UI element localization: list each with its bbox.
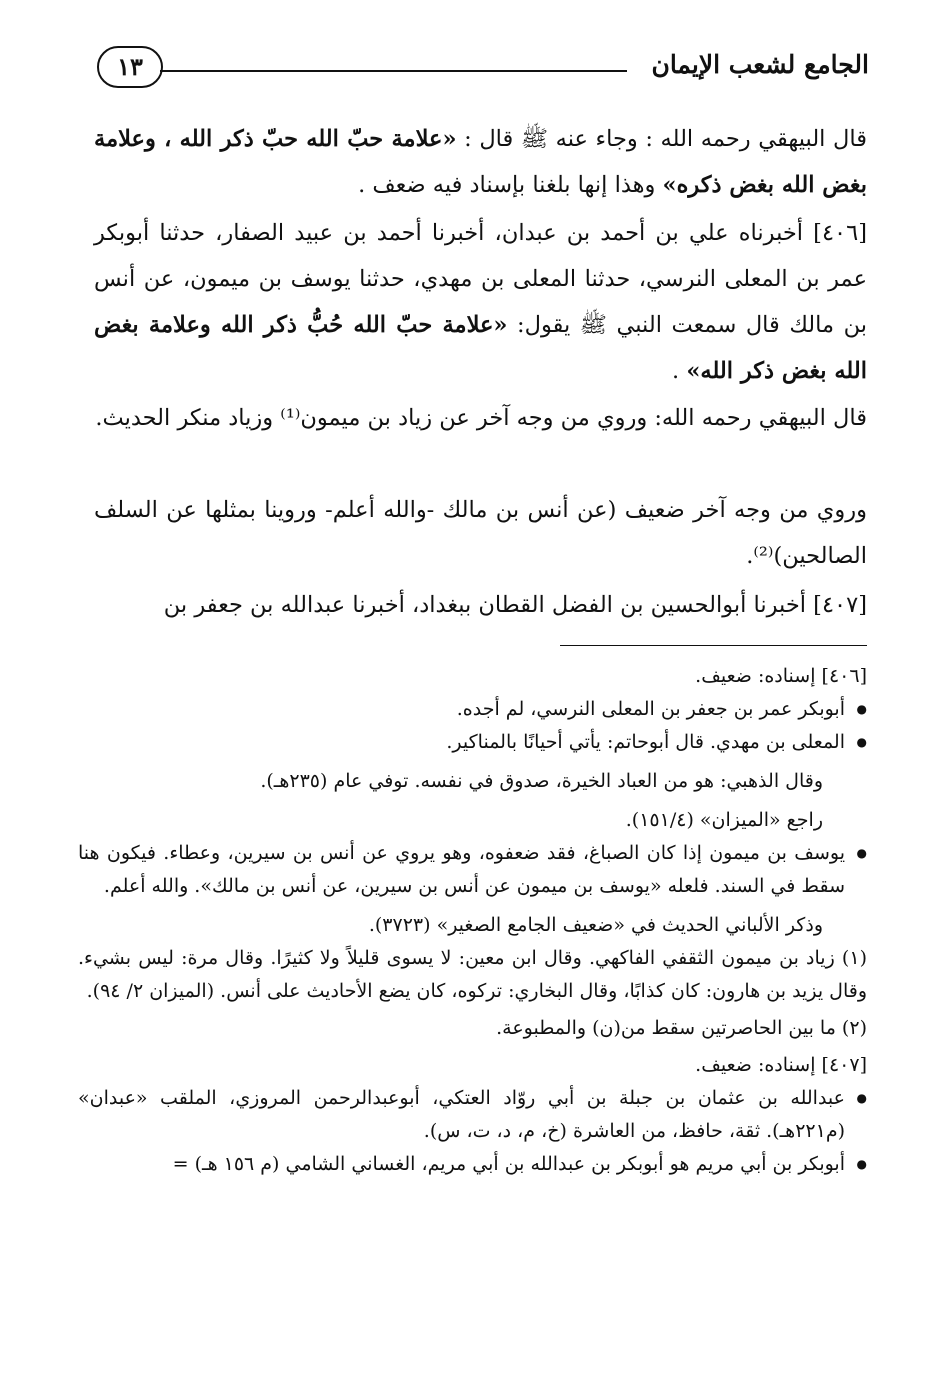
footnote-bullet: ● أبوبكر بن أبي مريم هو أبوبكر بن عبدالله بن أبي مريم، الغساني الشامي (م ١٥٦ هـ) = (78, 1148, 867, 1181)
paragraph-text: وهذا إنها بلغنا بإسناد فيه ضعف . (358, 172, 663, 198)
page-number: ١٣ (97, 46, 163, 88)
hadith-chain: [٤٠٦] أخبرناه علي بن أحمد بن عبدان، أخبرنا أحمد بن عبيد الصفار، حدثنا أبوبكر عمر بن المعلى النرسي، حدثنا المعلى بن مهدي، حدثنا يوسف بن ميمون، عن أنس بن مالك قال سمعت النبي ﷺ يقول: (94, 220, 867, 338)
footnote-bullet: ● أبوبكر عمر بن جعفر بن المعلى النرسي، لم أجده. (78, 693, 867, 726)
footnote-bullet: ● عبدالله بن عثمان بن جبلة بن أبي روّاد العتكي، أبوعبدالرحمن المروزي، الملقب «عبدان» (م٢٢١هـ). ثقة، حافظ، من العاشرة (خ، م، د، ت، س). (78, 1082, 867, 1148)
footnote-406-heading: [٤٠٦] إسناده: ضعيف. (695, 665, 867, 687)
paragraph-text: قال البيهقي رحمه الله : وجاء عنه ﷺ قال : (456, 126, 867, 152)
footnotes (78, 660, 867, 1181)
footnote-note: وقال الذهبي: هو من العباد الخيرة، صدوق في نفسه. توفي عام (٢٣٥هـ). (260, 770, 823, 792)
paragraph-text: . (672, 358, 687, 384)
hadith-quote: «علامة حبّ الله حُبُّ ذكر الله وعلامة بغض الله بغض ذكر الله» (94, 312, 867, 384)
paragraph-ziyad: قال البيهقي رحمه الله: وروي من وجه آخر عن زياد بن ميمون⁽¹⁾ وزياد منكر الحديث. (95, 405, 867, 431)
footnote-2: (٢) ما بين الحاصرتين سقط من(ن) والمطبوعة. (496, 1017, 867, 1039)
footnote-1: (١) زياد بن ميمون الثقفي الفاكهي. وقال ابن معين: لا يسوى قليلاً ولا كثيرًا. وقال مرة: ليس بشيء. وقال يزيد بن هارون: كان كذابًا، وقال البخاري: تركوه، كان يضع الأحاديث على أنس. (الميزان ٢/ ٩٤). (78, 947, 867, 1002)
header-rule (160, 70, 627, 72)
footnote-note: وذكر الألباني الحديث في «ضعيف الجامع الصغير» (٣٧٢٣). (368, 914, 823, 936)
footnote-407-heading: [٤٠٧] إسناده: ضعيف. (695, 1054, 867, 1076)
hadith-406 (94, 210, 867, 394)
footnote-note: راجع «الميزان» (١٥١/٤). (625, 809, 823, 831)
hadith-407: [٤٠٧] أخبرنا أبوالحسين بن الفضل القطان ببغداد، أخبرنا عبدالله بن جعفر بن (163, 592, 867, 618)
footnote-bullet: ● يوسف بن ميمون إذا كان الصباغ، فقد ضعفوه، وهو يروي عن أنس بن سيرين، وعطاء. فيكون هنا سقط في السند. فلعله «يوسف بن ميمون عن أنس بن سيرين، عن أنس بن مالك». والله أعلم. (78, 837, 867, 903)
running-header-title: الجامع لشعب الإيمان (651, 50, 869, 79)
paragraph-other-chain: وروي من وجه آخر ضعيف (عن أنس بن مالك -والله أعلم- وروينا بمثلها عن السلف الصالحين)⁽²⁾. (94, 497, 867, 569)
paragraph-bayhaqi-comment (94, 116, 867, 208)
footnote-separator (560, 645, 867, 646)
hadith-quote: «علامة حبّ الله حبّ ذكر الله ، وعلامة بغض الله بغض ذكره» (94, 126, 867, 198)
footnote-bullet: ● المعلى بن مهدي. قال أبوحاتم: يأتي أحيانًا بالمناكير. (78, 726, 867, 759)
